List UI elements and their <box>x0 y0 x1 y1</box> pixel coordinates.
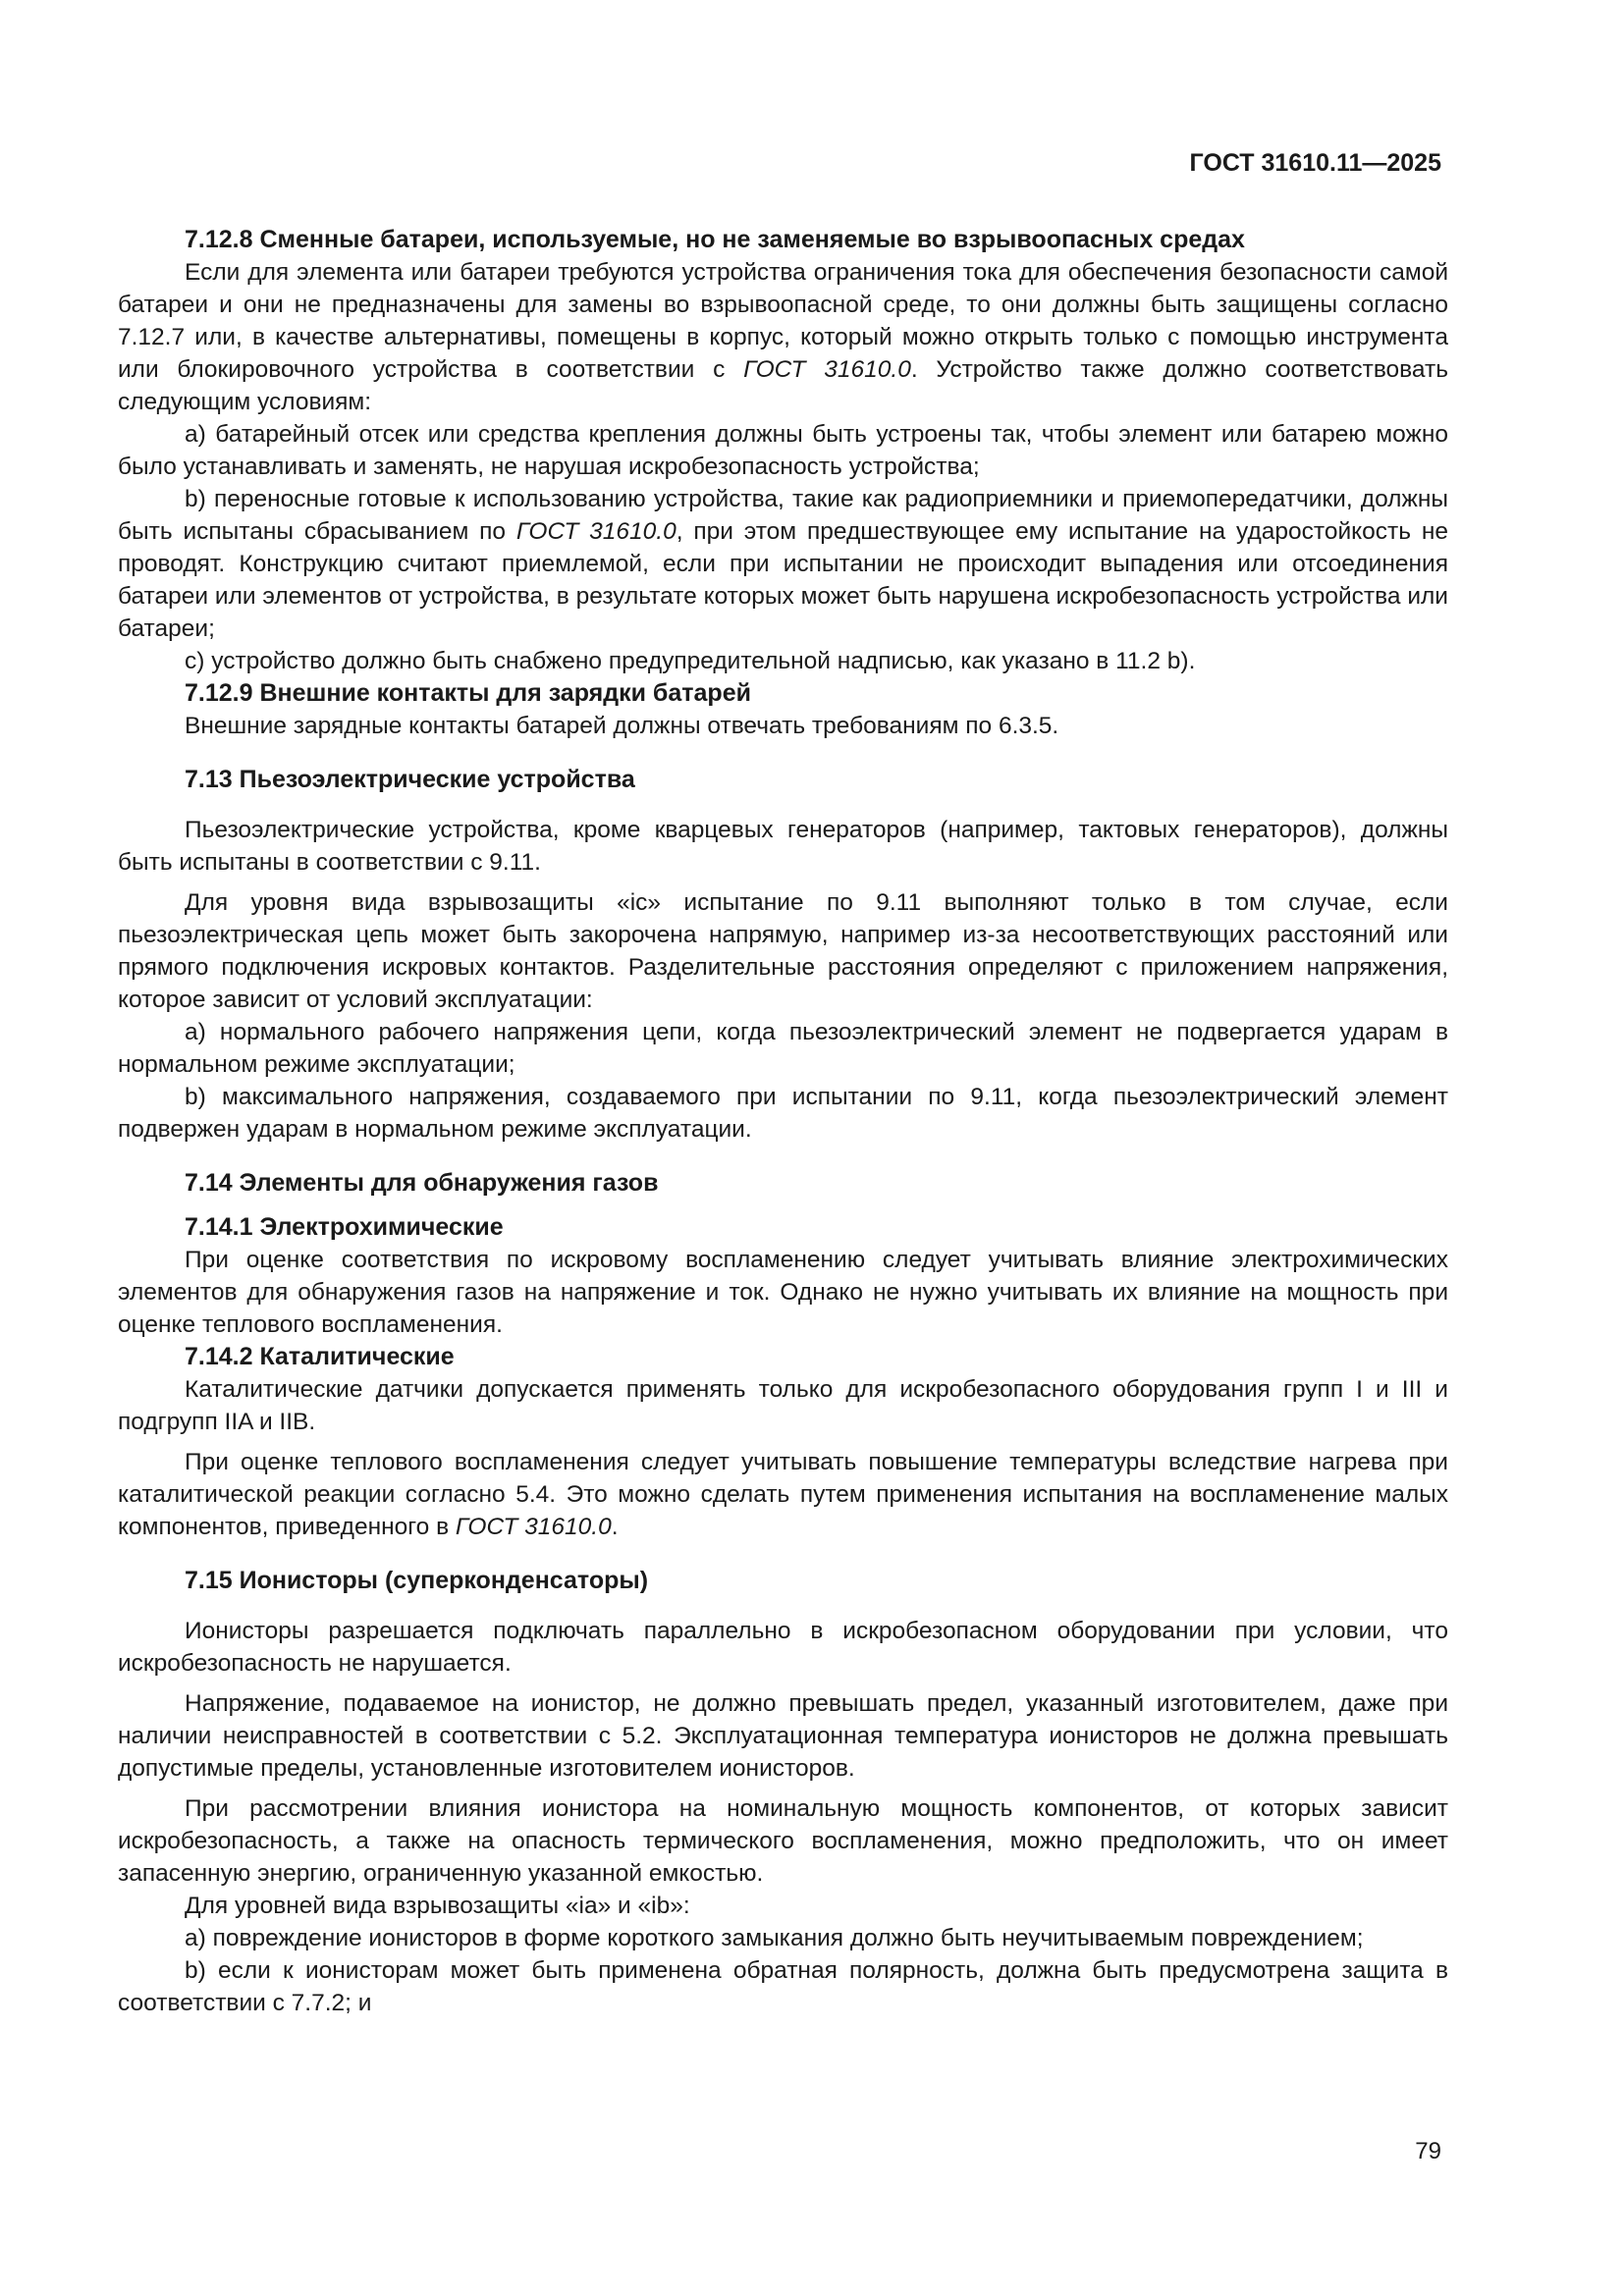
text-run: Ионисторы разрешается подключать параллельно в искробезопасном оборудовании при условии, что искробезопасность не нарушается. <box>118 1618 1448 1677</box>
section-7-15 <box>118 1565 1448 2019</box>
paragraph <box>118 1446 1448 1543</box>
paragraph <box>118 256 1448 418</box>
list-item-b <box>118 1081 1448 1146</box>
clause-heading: 7.14.2 Каталитические <box>185 1343 455 1370</box>
clause-heading: 7.14.1 Электрохимические <box>185 1213 504 1241</box>
text-run: b) переносные готовые к использованию устройства, такие как радиоприемники и приемопередатчики, должны быть испытаны сбрасыванием по <box>118 486 1448 545</box>
clause-heading: 7.12.9 Внешние контакты для зарядки батарей <box>185 679 751 707</box>
text-run: Внешние зарядные контакты батарей должны отвечать требованиям по 6.3.5. <box>185 713 1059 739</box>
standard-reference: ГОСТ 31610.0 <box>515 518 677 545</box>
list-item-b <box>118 483 1448 645</box>
paragraph <box>118 886 1448 1016</box>
text-run: a) повреждение ионисторов в форме короткого замыкания должно быть неучитываемым повреждением; <box>185 1925 1364 1951</box>
list-item-a <box>118 1016 1448 1081</box>
paragraph <box>118 1615 1448 1680</box>
text-run: b) если к ионисторам может быть применена обратная полярность, должна быть предусмотрена защита в соответствии с 7.7.2; и <box>118 1957 1448 2016</box>
section-heading: 7.14 Элементы для обнаружения газов <box>185 1169 659 1197</box>
text-run: Пьезоэлектрические устройства, кроме кварцевых генераторов (например, тактовых генераторов), должны быть испытаны в соответствии с 9.11. <box>118 817 1448 876</box>
section-7-13 <box>118 764 1448 1146</box>
paragraph <box>118 1244 1448 1341</box>
text-run: . Устройство также должно соответствовать следующим условиям: <box>118 356 1448 415</box>
standard-reference: ГОСТ 31610.0 <box>455 1514 612 1540</box>
text-run: Для уровня вида взрывозащиты «ic» испытание по 9.11 выполняют только в том случае, если пьезоэлектрическая цепь может быть закорочена напрямую, например из-за несоответствующих расстояний или прямого подключения искровых контактов. Разделительные расстояния определяют с приложением напряжения, которое зависит от условий эксплуатации: <box>118 889 1448 1013</box>
text-run: Напряжение, подаваемое на ионистор, не должно превышать предел, указанный изготовителем, даже при наличии неисправностей в соответствии с 5.2. Эксплуатационная температура ионисторов не должна превышать допустимые пределы, установленные изготовителем ионисторов. <box>118 1690 1448 1782</box>
clause-7-12-8 <box>118 224 1448 677</box>
list-item-c <box>118 645 1448 677</box>
list-item-a <box>118 418 1448 483</box>
text-run: При оценке теплового воспламенения следует учитывать повышение температуры вследствие нагрева при каталитической реакции согласно 5.4. Это можно сделать путем применения испытания на воспламенение малых компонентов, приведенного в <box>118 1449 1448 1540</box>
section-7-14 <box>118 1167 1448 1200</box>
text-run: c) устройство должно быть снабжено предупредительной надписью, как указано в 11.2 b). <box>185 648 1196 674</box>
standard-designation: ГОСТ 31610.11—2025 <box>1189 149 1441 177</box>
paragraph <box>118 1890 1448 1922</box>
paragraph <box>118 1792 1448 1890</box>
text-run: b) максимального напряжения, создаваемого при испытании по 9.11, когда пьезоэлектрический элемент подвержен ударам в нормальном режиме эксплуатации. <box>118 1084 1448 1143</box>
text-run: a) нормального рабочего напряжения цепи, когда пьезоэлектрический элемент не подвергается ударам в нормальном режиме эксплуатации; <box>118 1019 1448 1078</box>
paragraph <box>118 814 1448 879</box>
text-run: Для уровней вида взрывозащиты «ia» и «ib»: <box>185 1893 690 1919</box>
section-heading: 7.15 Ионисторы (суперконденсаторы) <box>185 1567 649 1594</box>
text-run: Каталитические датчики допускается применять только для искробезопасного оборудования групп I и III и подгрупп IIA и IIB. <box>118 1376 1448 1435</box>
clause-heading: 7.12.8 Сменные батареи, используемые, но не заменяемые во взрывоопасных средах <box>185 226 1245 253</box>
list-item-a <box>118 1922 1448 1954</box>
clause-7-14-1 <box>118 1211 1448 1341</box>
text-run: a) батарейный отсек или средства крепления должны быть устроены так, чтобы элемент или батарею можно было устанавливать и заменять, не нарушая искробезопасность устройства; <box>118 421 1448 480</box>
text-run: . <box>611 1514 619 1540</box>
page-number: 79 <box>1415 2138 1441 2164</box>
text-run: , при этом предшествующее ему испытание на ударостойкость не проводят. Конструкцию считают приемлемой, если при испытании не происходит выпадения или отсоединения батареи или элементов от устройства, в результате которых может быть нарушена искробезопасность устройства или батареи; <box>118 518 1448 642</box>
clause-7-12-9 <box>118 677 1448 742</box>
document-body <box>118 224 1448 2019</box>
text-run: Если для элемента или батареи требуются устройства ограничения тока для обеспечения безопасности самой батареи и они не предназначены для замены во взрывоопасной среде, то они должны быть защищены согласно 7.12.7 или, в качестве альтернативы, помещены в корпус, который можно открыть только с помощью инструмента или блокировочного устройства в соответствии с <box>118 259 1448 383</box>
list-item-b <box>118 1954 1448 2019</box>
paragraph <box>118 1373 1448 1438</box>
text-run: При рассмотрении влияния ионистора на номинальную мощность компонентов, от которых зависит искробезопасность, а также на опасность термического воспламенения, можно предположить, что он имеет запасенную энергию, ограниченную указанной емкостью. <box>118 1795 1448 1887</box>
clause-7-14-2 <box>118 1341 1448 1543</box>
paragraph <box>118 1687 1448 1785</box>
text-run: При оценке соответствия по искровому воспламенению следует учитывать влияние электрохимических элементов для обнаружения газов на напряжение и ток. Однако не нужно учитывать их влияние на мощность при оценке теплового воспламенения. <box>118 1247 1448 1338</box>
paragraph <box>118 710 1448 742</box>
section-heading: 7.13 Пьезоэлектрические устройства <box>185 766 635 793</box>
standard-reference: ГОСТ 31610.0 <box>743 356 911 383</box>
